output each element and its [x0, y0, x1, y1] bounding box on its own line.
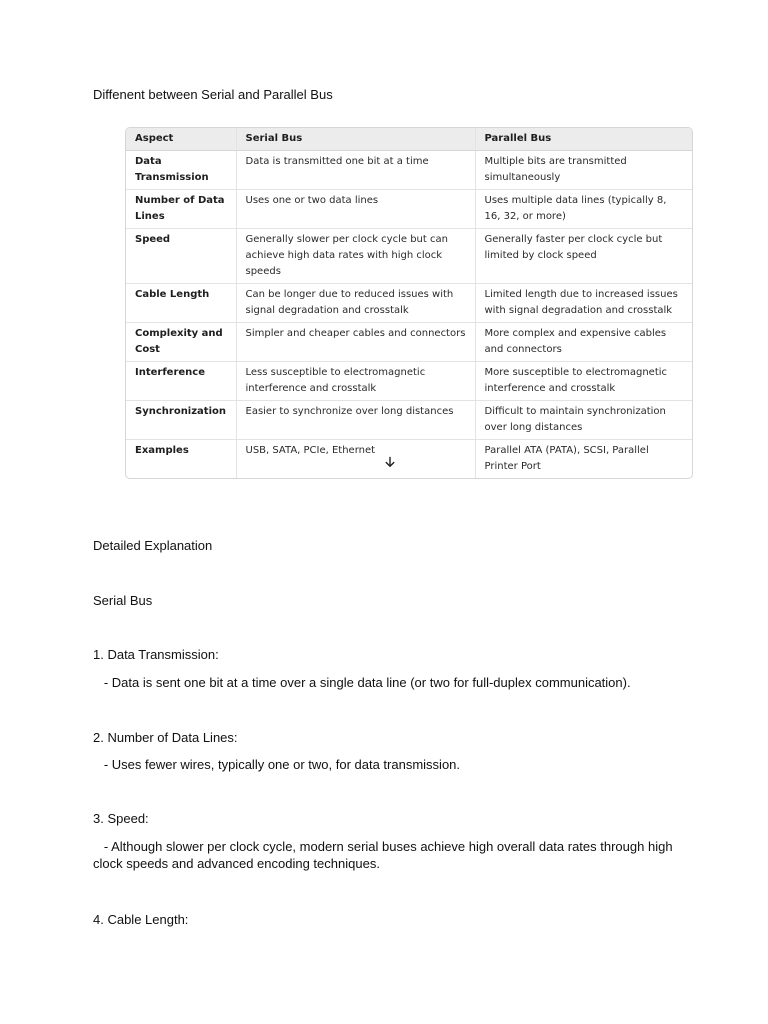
row-serial-cell: Data is transmitted one bit at a time	[236, 151, 475, 190]
row-parallel-cell: Difficult to maintain synchronization over long distances	[475, 401, 692, 440]
row-serial-cell: Generally slower per clock cycle but can achieve high data rates with high clock speeds	[236, 229, 475, 284]
header-serial-bus: Serial Bus	[236, 128, 475, 151]
item-data-lines-text: - Uses fewer wires, typically one or two, for data transmission.	[93, 757, 461, 772]
item-cable-length-heading: 4. Cable Length:	[93, 912, 189, 927]
document-title: Diffenent between Serial and Parallel Bus	[93, 87, 333, 102]
row-parallel-cell: Parallel ATA (PATA), SCSI, Parallel Printer Port	[475, 440, 692, 479]
table-row	[126, 362, 692, 401]
row-aspect-cell: Number of Data Lines	[126, 190, 236, 229]
table-row	[126, 190, 692, 229]
header-parallel-bus: Parallel Bus	[475, 128, 692, 151]
row-aspect-cell: Data Transmission	[135, 156, 209, 183]
row-serial-cell: Can be longer due to reduced issues with signal degradation and crosstalk	[236, 284, 475, 323]
item-data-transmission-heading: 1. Data Transmission:	[93, 647, 219, 662]
comparison-table	[125, 127, 693, 479]
row-aspect-cell: Complexity and Cost	[126, 323, 236, 362]
row-serial-cell: Simpler and cheaper cables and connectors	[236, 323, 475, 362]
arrow-down-icon[interactable]	[384, 456, 396, 468]
row-parallel-cell: Limited length due to increased issues with signal degradation and crosstalk	[475, 284, 692, 323]
table-row	[126, 229, 692, 284]
table-row	[126, 151, 692, 190]
table-row	[126, 401, 692, 440]
serial-bus-heading: Serial Bus	[93, 593, 153, 608]
row-serial-cell: Uses one or two data lines	[236, 190, 475, 229]
row-aspect-cell: Examples	[126, 440, 236, 479]
row-aspect-cell: Interference	[126, 362, 236, 401]
row-parallel-cell: Generally faster per clock cycle but limited by clock speed	[475, 229, 692, 284]
row-aspect-cell: Cable Length	[126, 284, 236, 323]
table-header-row	[126, 128, 692, 151]
header-aspect: Aspect	[126, 128, 236, 151]
item-speed-heading: 3. Speed:	[93, 811, 149, 826]
table-row	[126, 323, 692, 362]
row-parallel-cell: Multiple bits are transmitted simultaneously	[475, 151, 692, 190]
table-row	[126, 284, 692, 323]
row-serial-cell: Easier to synchronize over long distances	[236, 401, 475, 440]
row-aspect-cell: Synchronization	[126, 401, 236, 440]
row-parallel-cell: More susceptible to electromagnetic interference and crosstalk	[475, 362, 692, 401]
table-row	[126, 440, 692, 479]
row-aspect-cell: Speed	[126, 229, 236, 284]
item-data-lines-heading: 2. Number of Data Lines:	[93, 730, 238, 745]
detailed-explanation-heading: Detailed Explanation	[93, 538, 213, 553]
row-serial-cell: Less susceptible to electromagnetic interference and crosstalk	[236, 362, 475, 401]
item-speed-text: - Although slower per clock cycle, modern serial buses achieve high overall data rates through high clock speeds and advanced encoding techniques.	[93, 839, 677, 871]
row-parallel-cell: More complex and expensive cables and connectors	[475, 323, 692, 362]
row-serial-cell: USB, SATA, PCIe, Ethernet	[236, 440, 475, 479]
item-data-transmission-text: - Data is sent one bit at a time over a single data line (or two for full-duplex communication).	[93, 675, 631, 690]
row-parallel-cell: Uses multiple data lines (typically 8, 16, 32, or more)	[475, 190, 692, 229]
